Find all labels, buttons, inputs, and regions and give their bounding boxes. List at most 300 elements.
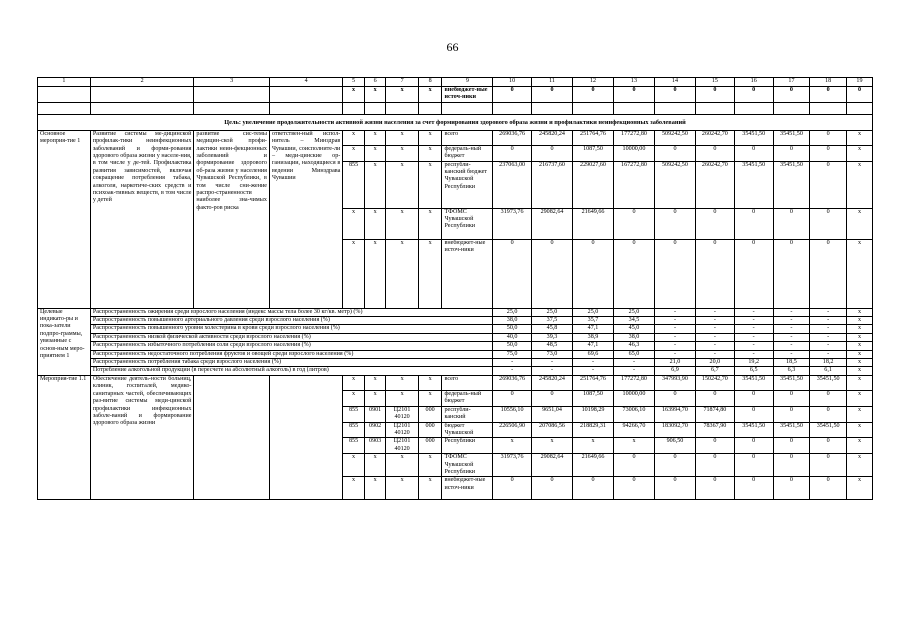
table-cell: 167272,80	[613, 161, 654, 208]
table-cell: x	[418, 239, 442, 308]
table-cell: -	[654, 325, 695, 333]
table-cell: 1087,50	[573, 390, 614, 406]
table-cell: x	[846, 325, 872, 333]
table-cell: 855	[343, 406, 365, 422]
table-cell: x	[418, 161, 442, 208]
table-cell: 75,0	[493, 350, 532, 358]
table-cell: 25,0	[493, 308, 532, 316]
table-cell	[364, 102, 386, 114]
table-cell	[418, 102, 442, 114]
table-cell: 31973,76	[493, 454, 532, 477]
table-cell: -	[810, 317, 847, 325]
table-cell: 0	[810, 438, 847, 454]
table-cell	[269, 375, 342, 499]
table-cell: 21649,66	[573, 208, 614, 239]
indicator-name: Распространенность повышенного уровня холестерина в крови среди взрослого населения (%)	[90, 325, 492, 333]
table-cell: -	[573, 367, 614, 375]
table-cell: 0	[532, 239, 573, 308]
column-header: 16	[734, 78, 773, 87]
funding-source: бюджет Чувашской	[442, 422, 493, 438]
table-cell: -	[654, 333, 695, 341]
table-cell: 48,5	[532, 342, 573, 350]
table-cell: x	[418, 130, 442, 145]
indicator-row	[38, 325, 873, 333]
table-cell: x	[846, 145, 872, 161]
table-cell: 1087,50	[573, 145, 614, 161]
table-cell: 38,0	[613, 333, 654, 341]
column-header: 1	[38, 78, 91, 87]
table-cell: -	[695, 333, 734, 341]
table-cell: 50,0	[493, 342, 532, 350]
table-cell: -	[573, 359, 614, 367]
table-cell: 0	[493, 390, 532, 406]
table-cell: 35451,50	[734, 161, 773, 208]
table-cell: 6,1	[810, 367, 847, 375]
table-cell: x	[364, 477, 386, 500]
table-cell: 0	[493, 477, 532, 500]
table-cell: x	[343, 454, 365, 477]
column-header: 19	[846, 78, 872, 87]
column-header: 18	[810, 78, 847, 87]
table-cell: -	[734, 317, 773, 325]
table-cell: x	[364, 130, 386, 145]
table-row	[38, 375, 873, 390]
table-cell: x	[846, 454, 872, 477]
table-cell	[38, 87, 91, 103]
table-cell: 0	[573, 87, 614, 103]
table-cell: 0	[695, 454, 734, 477]
table-cell: 0	[613, 454, 654, 477]
table-cell: x	[418, 375, 442, 390]
table-cell: -	[695, 317, 734, 325]
table-cell: 0	[573, 477, 614, 500]
table-cell: 0	[695, 239, 734, 308]
table-cell: 0	[613, 208, 654, 239]
column-header: 7	[386, 78, 418, 87]
table-cell: x	[386, 477, 418, 500]
table-cell: -	[532, 367, 573, 375]
event-name: Мероприя-тие 1.1	[38, 375, 91, 499]
page-number: 66	[446, 40, 459, 54]
table-cell: x	[846, 390, 872, 406]
column-header: 5	[343, 78, 365, 87]
table-cell: x	[846, 308, 872, 316]
column-header: 13	[613, 78, 654, 87]
table-cell: 0	[654, 239, 695, 308]
table-cell: 6,5	[734, 367, 773, 375]
header-row	[38, 78, 873, 87]
table-cell: 10556,10	[493, 406, 532, 422]
table-cell: 21649,66	[573, 454, 614, 477]
table-cell: -	[493, 359, 532, 367]
table-cell: x	[386, 390, 418, 406]
table-cell	[654, 102, 695, 114]
indicator-name: Распространенность повышенного артериального давления среди взрослого населения (%)	[90, 317, 492, 325]
table-cell: x	[846, 317, 872, 325]
table-cell: x	[343, 208, 365, 239]
table-cell: Ц2101 40120	[386, 438, 418, 454]
table-cell	[493, 102, 532, 114]
table-cell: 0	[734, 145, 773, 161]
table-cell: x	[846, 375, 872, 390]
indicator-row	[38, 350, 873, 358]
table-cell: -	[654, 317, 695, 325]
table-cell: 40,0	[493, 333, 532, 341]
table-cell: 177272,80	[613, 375, 654, 390]
table-cell: 0	[773, 390, 810, 406]
table-cell: 0	[695, 145, 734, 161]
goal-row	[38, 114, 873, 130]
table-cell	[90, 87, 194, 103]
table-cell: 0	[773, 438, 810, 454]
table-cell: 245820,24	[532, 130, 573, 145]
table-cell: x	[364, 454, 386, 477]
funding-source: федераль-ный бюджет	[442, 390, 493, 406]
table-cell: 47,1	[573, 342, 614, 350]
table-cell: 0	[654, 145, 695, 161]
table-cell: 260242,70	[695, 130, 734, 145]
indicator-row	[38, 317, 873, 325]
table-cell: 25,0	[613, 308, 654, 316]
table-cell: -	[493, 367, 532, 375]
table-cell: x	[846, 422, 872, 438]
column-header: 2	[90, 78, 194, 87]
table-cell: 65,0	[613, 350, 654, 358]
table-cell: 0	[654, 454, 695, 477]
table-cell: 0	[810, 87, 847, 103]
table-cell: x	[613, 438, 654, 454]
table-cell	[194, 87, 270, 103]
table-cell: 35451,50	[734, 422, 773, 438]
goal-text: Цель: увеличение продолжительности активной жизни населения за счет формирования здорового образа жизни и профилактики неинфекционных заболеваний	[38, 114, 873, 130]
table-cell: 35451,50	[773, 422, 810, 438]
table-cell: 94266,70	[613, 422, 654, 438]
indicator-row	[38, 359, 873, 367]
column-header: 17	[773, 78, 810, 87]
table-cell: 73006,10	[613, 406, 654, 422]
column-header: 15	[695, 78, 734, 87]
table-cell: 34,5	[613, 317, 654, 325]
table-cell: 71874,80	[695, 406, 734, 422]
table-cell: 260242,70	[695, 161, 734, 208]
table-cell: 39,3	[532, 333, 573, 341]
table-cell: 0	[695, 438, 734, 454]
table-cell: 0	[810, 477, 847, 500]
column-header: 12	[573, 78, 614, 87]
table-cell: -	[734, 333, 773, 341]
budget-table	[37, 77, 873, 500]
table-cell: x	[846, 438, 872, 454]
table-cell: x	[418, 87, 442, 103]
table-cell: -	[810, 342, 847, 350]
table-cell	[613, 102, 654, 114]
indicator-name: Распространенность ожирения среди взрослого населения (индекс массы тела более 30 кг/кв. метр) (%)	[90, 308, 492, 316]
table-cell	[810, 102, 847, 114]
table-cell: 0	[613, 87, 654, 103]
table-cell: 0	[573, 239, 614, 308]
table-cell: -	[695, 308, 734, 316]
table-cell: 855	[343, 161, 365, 208]
table-cell: 0	[613, 239, 654, 308]
table-cell: x	[418, 145, 442, 161]
table-cell: 0	[810, 454, 847, 477]
table-cell: 35451,50	[773, 375, 810, 390]
funding-source: республи-канский бюджет Чувашской Республики	[442, 161, 493, 208]
table-cell: -	[654, 350, 695, 358]
table-cell: 38,9	[573, 333, 614, 341]
table-cell: -	[734, 350, 773, 358]
table-cell: x	[846, 130, 872, 145]
table-cell: x	[386, 161, 418, 208]
table-cell: 509242,50	[654, 130, 695, 145]
table-cell	[442, 102, 493, 114]
table-cell: 50,0	[493, 325, 532, 333]
column-header: 3	[194, 78, 270, 87]
table-cell: x	[364, 390, 386, 406]
table-cell: 6,3	[773, 367, 810, 375]
table-cell: 0	[695, 477, 734, 500]
table-cell: -	[532, 359, 573, 367]
table-cell: 0901	[364, 406, 386, 422]
table-cell: Ц2101 40120	[386, 422, 418, 438]
table-row	[38, 130, 873, 145]
indicator-name: Распространенность недостаточного потребления фруктов и овощей среди взрослого населения (%)	[90, 350, 492, 358]
table-cell: 29082,64	[532, 208, 573, 239]
table-cell: 0902	[364, 422, 386, 438]
table-cell: 78367,90	[695, 422, 734, 438]
table-cell: 163994,70	[654, 406, 695, 422]
table-cell: 0	[734, 454, 773, 477]
table-cell: 177272,80	[613, 130, 654, 145]
table-cell: 0	[773, 145, 810, 161]
table-cell: x	[343, 145, 365, 161]
table-cell: 0	[734, 208, 773, 239]
table-cell: 855	[343, 422, 365, 438]
table-cell	[194, 375, 270, 499]
table-cell: 20,0	[695, 359, 734, 367]
table-cell: 0	[493, 145, 532, 161]
table-cell: x	[846, 161, 872, 208]
table-cell: 218829,31	[573, 422, 614, 438]
table-cell: 269036,76	[493, 375, 532, 390]
table-cell: 21,0	[654, 359, 695, 367]
indicator-row	[38, 308, 873, 316]
table-cell: -	[654, 308, 695, 316]
table-cell: 6,9	[654, 367, 695, 375]
table-cell: 0	[734, 438, 773, 454]
table-cell: x	[364, 375, 386, 390]
table-cell: x	[846, 239, 872, 308]
table-cell: 000	[418, 438, 442, 454]
table-cell: -	[734, 342, 773, 350]
funding-source: всего	[442, 130, 493, 145]
table-cell: x	[846, 333, 872, 341]
table-cell: 0	[493, 87, 532, 103]
table-cell: -	[613, 367, 654, 375]
table-cell: 0	[532, 477, 573, 500]
event-executor: ответствен-ный испол-нитель – Минздрав Чувашии, соисполните-ли – меди-цинские ор-ганизации, находящиеся в ведении Минздрава Чувашии	[269, 130, 342, 308]
table-cell: 46,3	[613, 342, 654, 350]
column-header: 6	[364, 78, 386, 87]
table-cell: 0	[695, 87, 734, 103]
table-cell: 000	[418, 422, 442, 438]
table-cell: 0	[532, 145, 573, 161]
table-cell: 18,2	[810, 359, 847, 367]
table-cell: 0	[810, 130, 847, 145]
table-cell: x	[846, 367, 872, 375]
table-cell: 347993,90	[654, 375, 695, 390]
table-cell: -	[695, 342, 734, 350]
table-cell: 0	[654, 477, 695, 500]
table-cell: 0	[734, 239, 773, 308]
table-cell: x	[532, 438, 573, 454]
table-cell: 0	[810, 390, 847, 406]
table-cell: -	[773, 333, 810, 341]
event-title: Развитие системы ме-дицинской профилак-тики неинфекционных заболеваний и форми-рования здорового образа жизни у населе-ния, в том числе у де-тей. Профилактика развития зависимостей, включая сокращение потребления табака, алкоголя, наркотиче-ских средств и психоак-тивных веществ, в том числе у детей	[90, 130, 194, 308]
table-cell	[386, 102, 418, 114]
table-cell: 0	[810, 239, 847, 308]
table-cell: 237063,00	[493, 161, 532, 208]
table-cell: -	[810, 308, 847, 316]
table-cell: 45,8	[532, 325, 573, 333]
table-cell: x	[364, 208, 386, 239]
indicator-row	[38, 333, 873, 341]
table-cell: 0	[810, 208, 847, 239]
table-cell: x	[418, 390, 442, 406]
table-cell: 000	[418, 406, 442, 422]
table-cell: x	[418, 208, 442, 239]
table-cell: 0	[773, 477, 810, 500]
table-cell: x	[846, 406, 872, 422]
table-cell: 0	[695, 208, 734, 239]
table-cell: -	[695, 325, 734, 333]
table-cell: x	[364, 161, 386, 208]
indicator-name: Распространенность избыточного потребления соли среди взрослого населения (%)	[90, 342, 492, 350]
table-cell: 0	[654, 390, 695, 406]
table-cell: -	[810, 350, 847, 358]
table-cell: x	[343, 239, 365, 308]
table-cell: 25,0	[573, 308, 614, 316]
table-cell: 31973,76	[493, 208, 532, 239]
table-cell: 0	[773, 406, 810, 422]
table-cell: x	[386, 130, 418, 145]
column-header: 9	[442, 78, 493, 87]
table-cell: 10000,00	[613, 145, 654, 161]
table-cell	[343, 102, 365, 114]
table-cell: x	[493, 438, 532, 454]
table-cell: 0	[613, 477, 654, 500]
table-row	[38, 87, 873, 103]
table-cell: 0	[773, 208, 810, 239]
event-name: Основное мероприя-тие 1	[38, 130, 91, 308]
column-header: 14	[654, 78, 695, 87]
table-cell: x	[846, 477, 872, 500]
table-cell: 0	[846, 87, 872, 103]
table-cell: 9651,04	[532, 406, 573, 422]
table-cell	[846, 102, 872, 114]
table-cell: x	[846, 350, 872, 358]
table-cell: 35451,50	[773, 161, 810, 208]
table-cell: 47,1	[573, 325, 614, 333]
table-cell: -	[734, 308, 773, 316]
table-cell: x	[343, 130, 365, 145]
funding-source: ТФОМС Чувашской Республики	[442, 208, 493, 239]
table-cell	[734, 102, 773, 114]
table-cell: x	[846, 359, 872, 367]
table-cell: 183092,70	[654, 422, 695, 438]
event-title: Обеспечение деятель-ности больниц, клиник, госпиталей, медико-санитарных частей, обеспечивающих раз-витие системы меди-цинской профилактики инфекционных заболе-ваний и формирование здорового образа жизни	[90, 375, 194, 499]
table-cell: x	[386, 145, 418, 161]
table-cell: 0	[654, 208, 695, 239]
table-cell: x	[386, 87, 418, 103]
table-cell: 0	[734, 390, 773, 406]
table-cell: 150242,70	[695, 375, 734, 390]
table-cell: 229027,60	[573, 161, 614, 208]
table-cell	[269, 87, 342, 103]
table-cell: 0	[810, 406, 847, 422]
indicator-name: Распространенность низкой физической активности среди взрослого населения (%)	[90, 333, 492, 341]
table-cell: 35451,50	[773, 130, 810, 145]
table-cell	[38, 102, 91, 114]
table-cell	[269, 102, 342, 114]
table-cell: 0	[734, 406, 773, 422]
table-cell: -	[773, 342, 810, 350]
column-header: 11	[532, 78, 573, 87]
table-cell: x	[343, 87, 365, 103]
table-cell: внебюджет-ные источ-ники	[442, 87, 493, 103]
column-header: 10	[493, 78, 532, 87]
table-cell: 73,0	[532, 350, 573, 358]
table-cell: 0	[532, 87, 573, 103]
table-cell	[194, 102, 270, 114]
table-cell: 69,6	[573, 350, 614, 358]
table-cell: 269036,76	[493, 130, 532, 145]
table-cell: 0	[654, 87, 695, 103]
table-cell: x	[343, 477, 365, 500]
table-cell: 251764,76	[573, 130, 614, 145]
funding-source: внебюджет-ные источ-ники	[442, 239, 493, 308]
table-cell: x	[364, 145, 386, 161]
indicator-row	[38, 367, 873, 375]
table-cell: x	[386, 239, 418, 308]
table-cell: 0	[532, 390, 573, 406]
table-cell: -	[773, 350, 810, 358]
table-cell: 0	[810, 161, 847, 208]
table-cell: -	[810, 325, 847, 333]
table-cell: 0	[493, 239, 532, 308]
table-cell: 509242,50	[654, 161, 695, 208]
table-cell: 18,5	[773, 359, 810, 367]
table-cell: 207086,56	[532, 422, 573, 438]
table-cell: 37,5	[532, 317, 573, 325]
funding-source: внебюджет-ные источ-ники	[442, 477, 493, 500]
table-cell: x	[343, 390, 365, 406]
table-cell: 0	[695, 390, 734, 406]
table-cell: 35,7	[573, 317, 614, 325]
table-cell: 29082,64	[532, 454, 573, 477]
table-cell: Ц2101 40120	[386, 406, 418, 422]
table-cell: 35451,50	[810, 422, 847, 438]
table-cell: 0	[734, 477, 773, 500]
funding-source: ТФОМС Чувашской Республики	[442, 454, 493, 477]
table-cell: -	[810, 333, 847, 341]
table-cell: -	[773, 325, 810, 333]
table-cell: 0	[773, 87, 810, 103]
table-cell: 38,0	[493, 317, 532, 325]
funding-source: федераль-ный бюджет	[442, 145, 493, 161]
indicator-name: Распространенность потребления табака среди взрослого населения (%)	[90, 359, 492, 367]
table-cell: 0903	[364, 438, 386, 454]
